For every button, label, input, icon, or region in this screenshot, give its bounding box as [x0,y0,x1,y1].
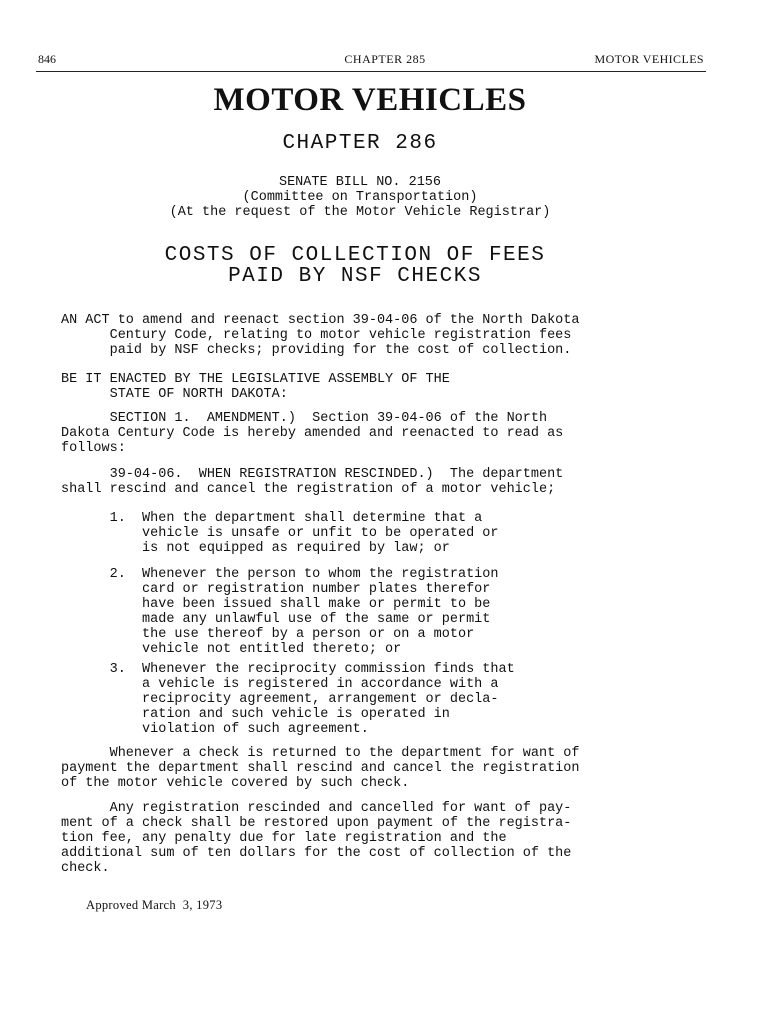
body-line: check. [61,861,110,876]
body-line: is not equipped as required by law; or [61,541,450,556]
body-line: of the motor vehicle covered by such check. [61,776,410,791]
body-line: STATE OF NORTH DAKOTA: [61,387,288,402]
body-line: BE IT ENACTED BY THE LEGISLATIVE ASSEMBLY OF THE [61,372,450,387]
page-title: MOTOR VEHICLES [213,82,527,118]
header-rule [36,71,706,72]
act-title-line-1: COSTS OF COLLECTION OF FEES [164,244,546,267]
body-line: 3. Whenever the reciprocity commission finds that [61,662,515,677]
approval-date: Approved March 3, 1973 [86,898,223,912]
body-line: have been issued shall make or permit to be [61,597,491,612]
body-line: paid by NSF checks; providing for the cost of collection. [61,343,572,358]
body-line: reciprocity agreement, arrangement or decla- [61,692,499,707]
body-line: 1. When the department shall determine that a [61,511,483,526]
body-line: payment the department shall rescind and cancel the registration [61,761,580,776]
body-line: shall rescind and cancel the registration of a motor vehicle; [61,482,556,497]
body-line: violation of such agreement. [61,722,369,737]
body-line: made any unlawful use of the same or permit [61,612,491,627]
body-line: Whenever a check is returned to the department for want of [61,746,580,761]
body-line: additional sum of ten dollars for the cost of collection of the [61,846,572,861]
body-line: Any registration rescinded and cancelled for want of pay- [61,801,572,816]
chapter-heading: CHAPTER 286 [282,132,438,155]
body-line: 2. Whenever the person to whom the registration [61,567,499,582]
body-line: a vehicle is registered in accordance with a [61,677,499,692]
body-line: vehicle is unsafe or unfit to be operated or [61,526,499,541]
body-line: the use thereof by a person or on a motor [61,627,475,642]
body-line: follows: [61,441,126,456]
body-line: 39-04-06. WHEN REGISTRATION RESCINDED.) The department [61,467,564,482]
body-line: SECTION 1. AMENDMENT.) Section 39-04-06 of the North [61,411,548,426]
body-line: Dakota Century Code is hereby amended and reenacted to read as [61,426,564,441]
page-number: 846 [38,52,56,66]
running-section: MOTOR VEHICLES [594,52,704,66]
body-line: ment of a check shall be restored upon payment of the registra- [61,816,572,831]
body-line: Century Code, relating to motor vehicle registration fees [61,328,572,343]
body-line: ration and such vehicle is operated in [61,707,450,722]
committee-line: (Committee on Transportation) [242,190,478,205]
body-line: vehicle not entitled thereto; or [61,642,402,657]
body-line: AN ACT to amend and reenact section 39-04-06 of the North Dakota [61,313,580,328]
act-title-line-2: PAID BY NSF CHECKS [228,265,482,288]
bill-number: SENATE BILL NO. 2156 [278,175,442,190]
request-line: (At the request of the Motor Vehicle Registrar) [169,205,551,220]
body-line: card or registration number plates therefor [61,582,491,597]
body-line: tion fee, any penalty due for late registration and the [61,831,507,846]
running-chapter: CHAPTER 285 [344,52,426,66]
